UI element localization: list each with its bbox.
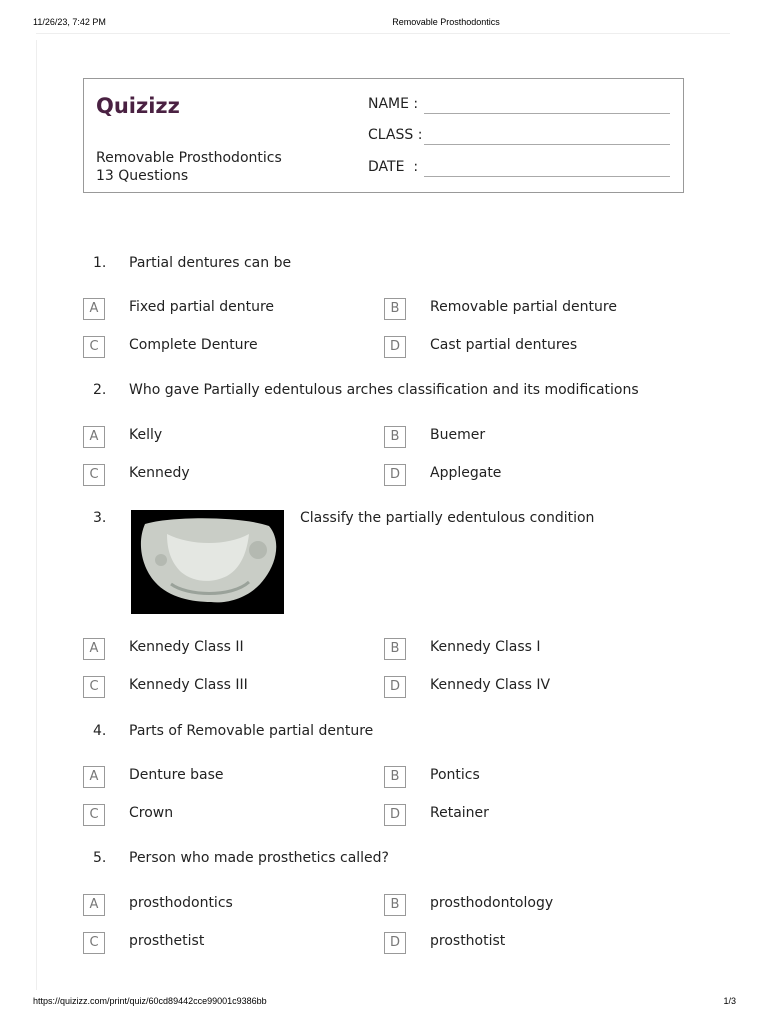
print-datetime: 11/26/23, 7:42 PM: [33, 17, 106, 27]
option-text: Kennedy Class III: [129, 677, 248, 693]
name-line: [424, 113, 670, 114]
date-line: [424, 176, 670, 177]
divider: [36, 40, 37, 990]
page-number: 1/3: [723, 996, 736, 1006]
option-text: Denture base: [129, 767, 224, 783]
print-header: [0, 17, 768, 29]
option-letter-box[interactable]: B: [384, 298, 406, 320]
option-letter-box[interactable]: D: [384, 932, 406, 954]
option-letter-box[interactable]: C: [83, 464, 105, 486]
dental-cast-photo: [131, 510, 284, 614]
option-letter-box[interactable]: B: [384, 894, 406, 916]
print-title: Removable Prosthodontics: [392, 17, 500, 27]
option-letter-box[interactable]: C: [83, 932, 105, 954]
option-letter-box[interactable]: A: [83, 894, 105, 916]
question-number: 3.: [93, 510, 107, 526]
question-text: Person who made prosthetics called?: [129, 850, 389, 866]
class-label: CLASS :: [368, 127, 423, 143]
question-number: 5.: [93, 850, 107, 866]
option-text: Fixed partial denture: [129, 299, 275, 315]
option-text: Buemer: [430, 427, 486, 443]
date-label: DATE :: [368, 159, 419, 175]
svg-text:Quizizz: Quizizz: [96, 94, 180, 118]
quiz-title: Removable Prosthodontics: [96, 150, 282, 166]
option-letter-box[interactable]: A: [83, 638, 105, 660]
question-count: 13 Questions: [96, 168, 189, 184]
option-text: Retainer: [430, 805, 489, 821]
option-letter-box[interactable]: D: [384, 676, 406, 698]
question-text: Parts of Removable partial denture: [129, 723, 374, 739]
option-letter-box[interactable]: C: [83, 804, 105, 826]
option-text: Kennedy Class IV: [430, 677, 551, 693]
option-text: prosthodontics: [129, 895, 233, 911]
dental-cast-image: [131, 510, 284, 614]
print-footer: [0, 996, 768, 1008]
option-letter-box[interactable]: C: [83, 336, 105, 358]
option-text: Kennedy Class I: [430, 639, 541, 655]
option-text: Kennedy Class II: [129, 639, 244, 655]
quizizz-logo: [96, 85, 186, 121]
option-text: prosthotist: [430, 933, 506, 949]
worksheet-header: [83, 78, 684, 193]
option-text: Applegate: [430, 465, 502, 481]
option-letter-box[interactable]: D: [384, 464, 406, 486]
option-text: Removable partial denture: [430, 299, 617, 315]
option-text: Complete Denture: [129, 337, 258, 353]
option-letter-box[interactable]: A: [83, 426, 105, 448]
question-number: 1.: [93, 255, 107, 271]
option-letter-box[interactable]: A: [83, 298, 105, 320]
option-letter-box[interactable]: B: [384, 766, 406, 788]
option-text: Cast partial dentures: [430, 337, 578, 353]
divider: [36, 33, 730, 34]
option-letter-box[interactable]: D: [384, 336, 406, 358]
question-text: Who gave Partially edentulous arches classification and its modifications: [129, 382, 639, 398]
option-text: prosthetist: [129, 933, 205, 949]
option-text: Kelly: [129, 427, 163, 443]
question-text: Classify the partially edentulous condition: [300, 510, 595, 526]
option-letter-box[interactable]: B: [384, 638, 406, 660]
question-text: Partial dentures can be: [129, 255, 292, 271]
option-text: Pontics: [430, 767, 480, 783]
option-letter-box[interactable]: A: [83, 766, 105, 788]
name-label: NAME :: [368, 96, 419, 112]
question-number: 4.: [93, 723, 107, 739]
question-number: 2.: [93, 382, 107, 398]
print-url[interactable]: https://quizizz.com/print/quiz/60cd89442cce99001c9386bb: [33, 996, 267, 1006]
option-text: Kennedy: [129, 465, 190, 481]
class-line: [424, 144, 670, 145]
option-letter-box[interactable]: C: [83, 676, 105, 698]
option-text: prosthodontology: [430, 895, 554, 911]
option-text: Crown: [129, 805, 174, 821]
option-letter-box[interactable]: D: [384, 804, 406, 826]
option-letter-box[interactable]: B: [384, 426, 406, 448]
